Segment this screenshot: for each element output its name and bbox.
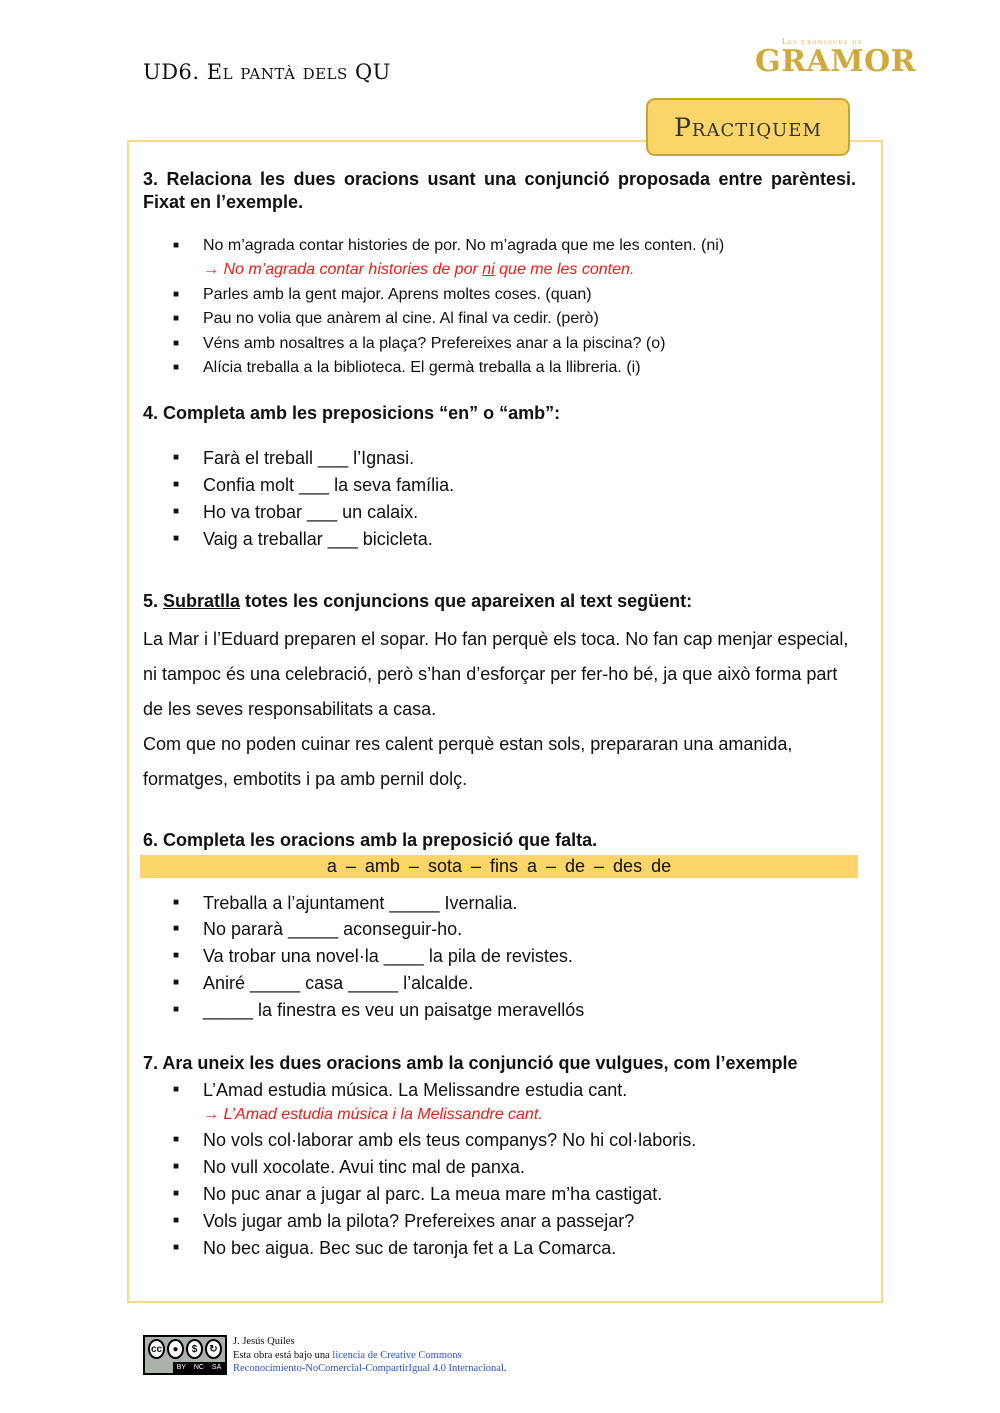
list-item xyxy=(173,1077,856,1104)
cc-strip: BY NC SA xyxy=(173,1362,225,1373)
list-item xyxy=(173,970,856,997)
item-text: Treballa a l’ajuntament _____ Ivernalia. xyxy=(203,892,518,913)
worksheet-content xyxy=(143,168,856,1261)
list-item xyxy=(173,943,856,970)
bullet-icon: ■ xyxy=(173,1188,180,1199)
item-text: Ho va trobar ___ un calaix. xyxy=(203,502,419,523)
exercise-4-title: 4. Completa amb les preposicions “en” o “amb”: xyxy=(143,403,561,424)
arrow-icon: → xyxy=(203,261,219,279)
bullet-icon: ■ xyxy=(173,1214,180,1226)
by-person-icon: ● xyxy=(167,1339,184,1359)
exercise-3-title: 3. Relaciona les dues oracions usant una conjunció proposada entre parèntesi. Fixat en l’exemple. xyxy=(143,169,856,212)
item-text: Véns amb nosaltres a la plaça? Prefereixes anar a la piscina? (o) xyxy=(203,334,666,352)
item-text: Vaig a treballar ___ bicicleta. xyxy=(203,528,433,549)
list-item xyxy=(173,472,856,499)
license-name-link[interactable]: Reconocimiento-NoComercial-CompartirIgual 4.0 Internacional xyxy=(233,1363,504,1374)
arrow-icon: → xyxy=(203,1106,219,1124)
list-item xyxy=(173,283,856,307)
license-line xyxy=(233,1349,653,1363)
item-text: Va trobar una novel·la ____ la pila de revistes. xyxy=(203,946,573,967)
title-rest: totes les conjuncions que apareixen al text següent: xyxy=(240,590,693,611)
list-item xyxy=(173,234,856,258)
exercise-6 xyxy=(143,829,856,1024)
noncommercial-icon: $ xyxy=(186,1339,203,1359)
item-text: No bec aigua. Bec suc de taronja fet a La Comarca. xyxy=(203,1237,617,1258)
item-text: Confia molt ___ la seva família. xyxy=(203,475,455,496)
exercise-4 xyxy=(143,402,856,552)
logo-title: GRAMOR xyxy=(755,44,917,79)
bullet-icon: ■ xyxy=(173,950,180,962)
bullet-icon: ■ xyxy=(173,1003,180,1015)
example-underlined-word: ni xyxy=(482,261,495,279)
example-text: que me les conten. xyxy=(494,261,635,279)
item-text: Parles amb la gent major. Aprens moltes coses. (quan) xyxy=(203,285,592,303)
exercise-3 xyxy=(143,168,856,380)
logo-subtitle: Les cròniques de xyxy=(781,38,864,46)
bullet-icon: ■ xyxy=(173,479,180,491)
license-text xyxy=(233,1335,653,1376)
list-item xyxy=(173,1154,856,1181)
bullet-icon: ■ xyxy=(173,288,180,300)
bullet-icon: ■ xyxy=(173,532,180,544)
list-item xyxy=(173,890,856,917)
bullet-icon: ■ xyxy=(173,313,180,325)
page-header-title: UD6. El pantà dels QU xyxy=(143,60,391,84)
word-bank: a – amb – sota – fins a – de – des de xyxy=(140,855,858,878)
example-text: No m’agrada contar histories de por xyxy=(223,261,483,279)
license-link[interactable]: licencia de Creative Commons xyxy=(332,1349,462,1361)
license-line xyxy=(233,1362,653,1376)
bullet-icon: ■ xyxy=(173,923,180,935)
exercise-5-paragraph-2: Com que no poden cuinar res calent perquè estan sols, prepararan una amanida, formatges, embotits i pa amb pernil dolç. xyxy=(143,733,793,789)
exercise-5-title xyxy=(143,590,856,613)
item-text: No m’agrada contar histories de por. No m’agrada que me les conten. (ni) xyxy=(203,237,725,254)
example-answer xyxy=(173,258,856,282)
list-item xyxy=(173,1208,856,1235)
item-text: Pau no volia que anàrem al cine. Al final va cedir. (però) xyxy=(203,310,599,328)
item-text: No vull xocolate. Avui tinc mal de panxa. xyxy=(203,1157,525,1178)
bullet-icon: ■ xyxy=(173,506,180,518)
bullet-icon: ■ xyxy=(173,337,180,349)
list-item xyxy=(173,307,856,331)
exercise-7-title: 7. Ara uneix les dues oracions amb la conjunció que vulgues, com l’exemple xyxy=(143,1052,798,1073)
item-text: Aniré _____ casa _____ l’alcalde. xyxy=(203,973,474,994)
list-item xyxy=(173,916,856,943)
exercise-7-list xyxy=(143,1077,856,1262)
license-suffix: . xyxy=(503,1363,507,1374)
practiquem-badge: Practiquem xyxy=(646,98,850,156)
author-name: J. Jesús Quiles xyxy=(233,1336,295,1347)
bullet-icon: ■ xyxy=(173,1134,180,1146)
bullet-icon: ■ xyxy=(173,896,180,908)
item-text: No vols col·laborar amb els teus companys? No hi col·laboris. xyxy=(203,1130,697,1151)
list-item xyxy=(173,445,856,472)
exercise-4-list xyxy=(143,445,856,552)
item-text: L’Amad estudia música. La Melissandre estudia cant. xyxy=(203,1079,628,1100)
list-item xyxy=(173,499,856,526)
item-text: No puc anar a jugar al parc. La meua mare m’ha castigat. xyxy=(203,1184,663,1204)
bullet-icon: ■ xyxy=(173,240,180,251)
exercise-5 xyxy=(143,590,856,797)
list-item xyxy=(173,997,856,1024)
list-item xyxy=(173,1181,856,1208)
license-prefix: Esta obra está bajo una xyxy=(233,1349,333,1361)
sharealike-icon: ↻ xyxy=(205,1339,222,1359)
bullet-icon: ■ xyxy=(173,452,180,464)
exercise-6-list xyxy=(143,890,856,1024)
exercise-5-paragraph-1: La Mar i l’Eduard preparen el sopar. Ho fan perquè els toca. No fan cap menjar especial, ni tampoc és una celebració, però s’han d’esforçar per fer-ho bé, ja que això forma part de les seves responsabilitats a casa. xyxy=(143,628,849,719)
exercise-6-title: 6. Completa les oracions amb la preposició que falta. xyxy=(143,829,598,850)
gramor-logo xyxy=(755,38,917,94)
example-text: L’Amad estudia música i la Melissandre cant. xyxy=(223,1106,543,1124)
example-answer xyxy=(173,1103,856,1127)
item-text: Alícia treballa a la biblioteca. El germà treballa a la llibreria. (i) xyxy=(203,359,641,377)
underlined-instruction: Subratlla xyxy=(163,590,241,611)
exercise-7 xyxy=(143,1052,856,1262)
list-item xyxy=(173,1235,856,1262)
list-item xyxy=(173,332,856,356)
list-item xyxy=(173,1127,856,1154)
creative-commons-badge[interactable] xyxy=(143,1335,227,1375)
exercise-3-list xyxy=(143,234,856,380)
item-text: No pararà _____ aconseguir-ho. xyxy=(203,919,463,940)
list-item xyxy=(173,356,856,380)
item-text: _____ la finestra es veu un paisatge meravellós xyxy=(203,999,585,1020)
bullet-icon: ■ xyxy=(173,1241,180,1253)
item-text: Vols jugar amb la pilota? Prefereixes anar a passejar? xyxy=(203,1210,635,1231)
bullet-icon: ■ xyxy=(173,1083,180,1095)
list-item xyxy=(173,526,856,553)
bullet-icon: ■ xyxy=(173,362,180,374)
bullet-icon: ■ xyxy=(173,977,180,989)
cc-icon: cc xyxy=(148,1339,165,1359)
exercise-number: 5. xyxy=(143,590,164,611)
item-text: Farà el treball ___ l’Ignasi. xyxy=(203,448,415,469)
bullet-icon: ■ xyxy=(173,1161,180,1173)
